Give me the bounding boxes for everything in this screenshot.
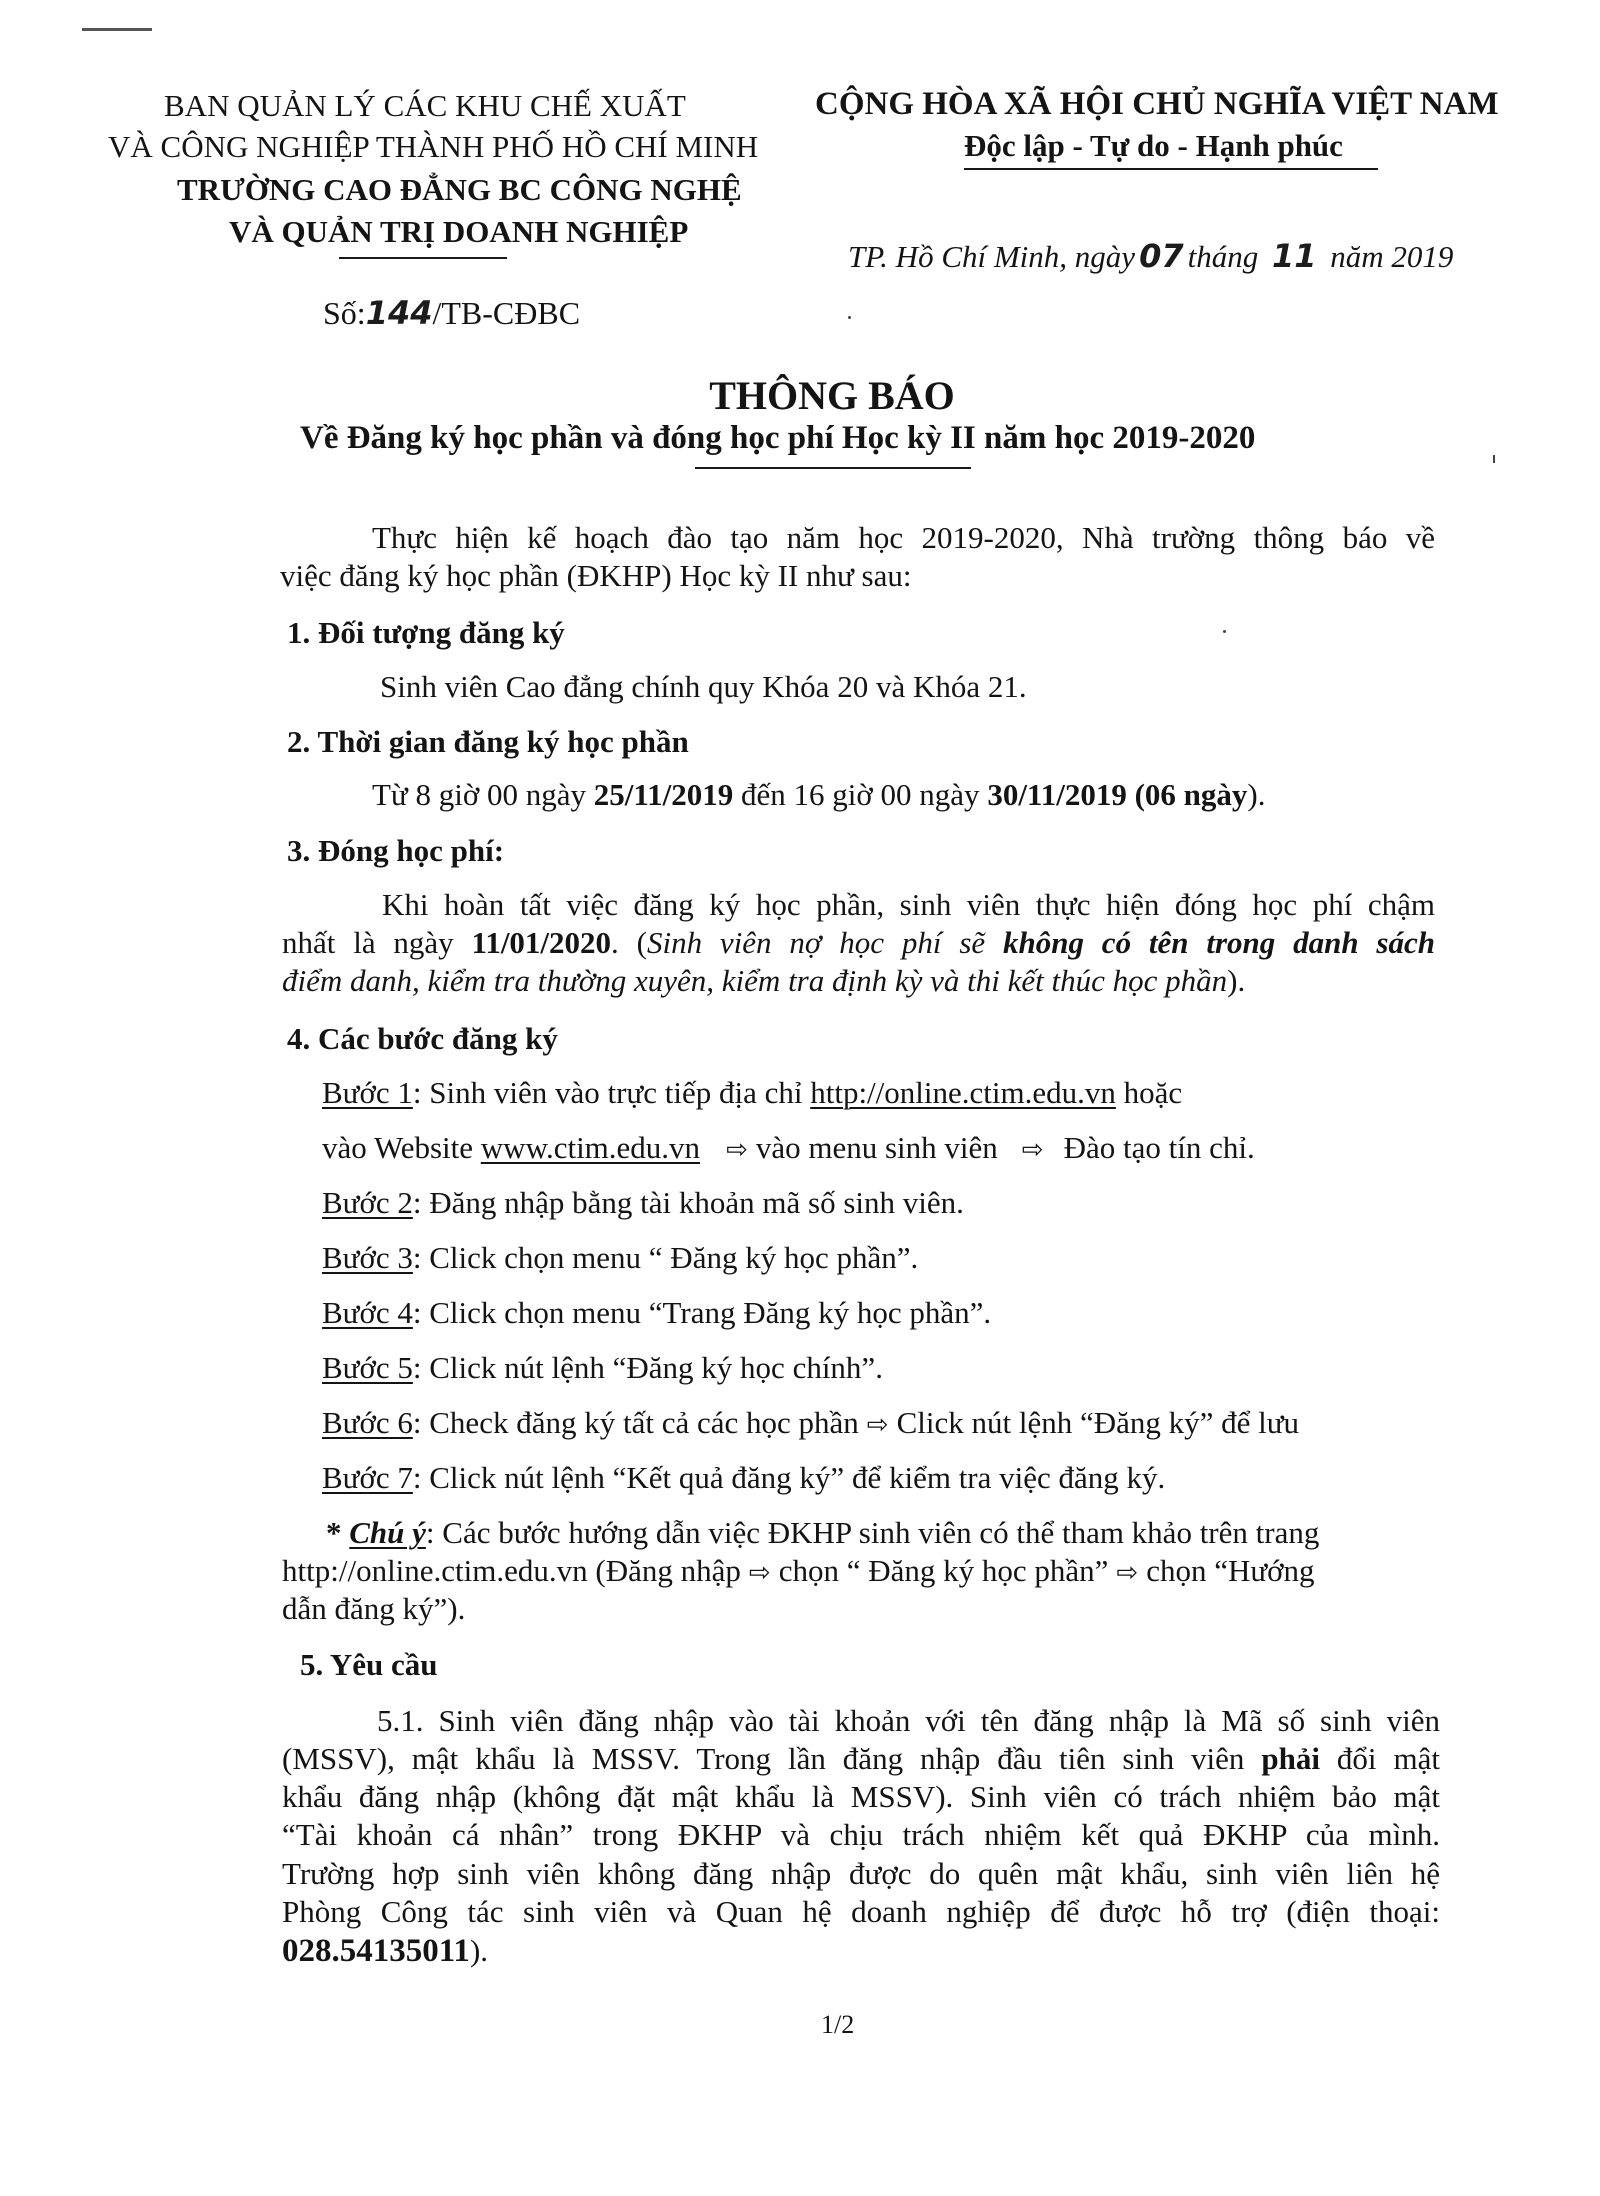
section-5-line-3: khẩu đăng nhập (không đặt mật khẩu là MSSV). Sinh viên có trách nhiệm bảo mật [282,1779,1440,1814]
step-3-label: Bước 3 [322,1240,413,1275]
step-7 [322,1460,1165,1496]
note-text: chọn “ Đăng ký học phần” [778,1553,1109,1588]
note-line-3: dẫn đăng ký”). [282,1591,466,1626]
duration: (06 ngày [1134,777,1248,812]
step-text: vào Website [322,1130,481,1165]
end-date: 30/11/2019 [987,777,1127,812]
note-line-2 [282,1553,1315,1589]
arrow-right-icon: ⇨ [866,1410,889,1440]
agency-line-1: BAN QUẢN LÝ CÁC KHU CHẾ XUẤT [164,88,686,123]
section-3-line-1: Khi hoàn tất việc đăng ký học phần, sinh viên thực hiện đóng học phí chậm [382,887,1435,922]
section-5-line-1: 5.1. Sinh viên đăng nhập vào tài khoản với tên đăng nhập là Mã số sinh viên [377,1703,1440,1738]
document-subtitle: Về Đăng ký học phần và đóng học phí Học kỳ II năm học 2019-2020 [300,420,1256,456]
section-5-line-7 [282,1933,488,1970]
document-number-suffix: /TB-CĐBC [432,295,581,331]
note-label: Chú ý [349,1515,426,1550]
national-motto-rule [964,168,1378,170]
step-text: : Click nút lệnh “Kết quả đăng ký” để kiểm tra việc đăng ký. [412,1460,1166,1495]
scan-speck [1493,455,1495,463]
step-5 [322,1350,883,1386]
intro-line-1: Thực hiện kế hoạch đào tạo năm học 2019-2020, Nhà trường thông báo về [372,520,1435,555]
scan-mark [82,28,152,31]
time-text: Từ 8 giờ 00 ngày [372,777,594,812]
section-5-line-5: Trường hợp sinh viên không đăng nhập được do quên mật khẩu, sinh viên liên hệ [282,1856,1440,1891]
step-5-label: Bước 5 [322,1350,413,1385]
note-line-1 [326,1515,1319,1551]
date-prefix: TP. Hồ Chí Minh, ngày [848,239,1136,274]
fee-note-italic: Sinh viên nợ học phí sẽ [646,925,1003,960]
section-5-line-2 [282,1741,1440,1777]
time-text: ). [1247,777,1266,812]
page-number: 1/2 [821,2010,855,2039]
section-4-heading: 4. Các bước đăng ký [287,1021,558,1056]
document-title: THÔNG BÁO [709,373,955,418]
step-text: : Check đăng ký tất cả các học phần [412,1405,859,1440]
document-number [323,294,580,332]
step-6 [322,1405,1299,1441]
step-text: hoặc [1115,1075,1183,1110]
section-3-line-2 [282,925,1435,961]
section-1-body: Sinh viên Cao đẳng chính quy Khóa 20 và Khóa 21. [380,669,1027,704]
step-text: vào menu sinh viên [755,1130,998,1165]
step-7-label: Bước 7 [322,1460,413,1495]
subtitle-rule [695,467,971,469]
requirement-text: (MSSV), mật khẩu là MSSV. Trong lần đăng nhập đầu tiên sinh viên [282,1741,1262,1776]
date-month-label: tháng [1187,239,1259,274]
note-text: : Các bước hướng dẫn việc ĐKHP sinh viên có thể tham khảo trên trang [425,1515,1320,1550]
step-text: : Click chọn menu “ Đăng ký học phần”. [412,1240,919,1275]
arrow-right-icon: ⇨ [726,1135,748,1165]
fee-text: ). [1227,963,1246,998]
section-3-line-3 [282,963,1245,999]
school-name-line-1: TRƯỜNG CAO ĐẲNG BC CÔNG NGHỆ [177,172,742,207]
fee-note-italic: điểm danh, kiểm tra thường xuyên, kiểm tra định kỳ và thi kết thúc học phần [282,963,1228,998]
fee-deadline: 11/01/2020 [471,925,612,960]
spacer [1127,777,1135,812]
step-1-label: Bước 1 [322,1075,413,1110]
requirement-text: ). [469,1933,489,1968]
step-text: : Click chọn menu “Trang Đăng ký học phần”. [412,1295,992,1330]
date-year: năm 2019 [1330,239,1454,274]
start-date: 25/11/2019 [593,777,734,812]
website-link[interactable]: www.ctim.edu.vn [480,1130,701,1165]
national-title: CỘNG HÒA XÃ HỘI CHỦ NGHĨA VIỆT NAM [815,86,1499,122]
support-phone: 028.54135011 [282,1933,470,1969]
step-2 [322,1185,964,1221]
date-month-handwritten: 11 [1271,237,1317,275]
requirement-emphasis: phải [1261,1741,1320,1776]
arrow-right-icon: ⇨ [748,1558,771,1588]
section-2-heading: 2. Thời gian đăng ký học phần [287,724,689,759]
online-portal-link[interactable]: http://online.ctim.edu.vn [810,1075,1116,1110]
document-number-prefix: Số: [323,295,366,331]
section-5-line-4: “Tài khoản cá nhân” trong ĐKHP và chịu trách nhiệm kết quả ĐKHP của mình. [282,1817,1440,1852]
step-1-continued [322,1130,1255,1166]
fee-text: nhất là ngày [282,925,472,960]
step-text: : Sinh viên vào trực tiếp địa chỉ [412,1075,811,1110]
scan-speck [1223,630,1226,633]
step-3 [322,1240,918,1276]
section-2-body [372,777,1265,813]
step-text: : Đăng nhập bằng tài khoản mã số sinh viên. [412,1185,964,1220]
step-4 [322,1295,991,1331]
arrow-right-icon: ⇨ [1021,1135,1044,1165]
step-6-label: Bước 6 [322,1405,413,1440]
section-1-heading: 1. Đối tượng đăng ký [287,615,565,650]
note-text: http://online.ctim.edu.vn (Đăng nhập [282,1553,741,1588]
step-4-label: Bước 4 [322,1295,413,1330]
step-2-label: Bước 2 [322,1185,413,1220]
national-motto: Độc lập - Tự do - Hạnh phúc [964,128,1343,163]
intro-line-2: việc đăng ký học phần (ĐKHP) Học kỳ II như sau: [280,558,912,593]
arrow-right-icon: ⇨ [1116,1558,1139,1588]
fee-text: . ( [611,925,647,960]
note-asterisk: * [326,1515,350,1550]
time-text: đến 16 giờ 00 ngày [733,777,988,812]
step-1 [322,1075,1182,1111]
step-text: Đào tạo tín chỉ. [1063,1130,1255,1165]
section-5-line-6: Phòng Công tác sinh viên và Quan hệ doanh nghiệp để được hỗ trợ (điện thoại: [282,1894,1440,1929]
section-5-heading: 5. Yêu cầu [300,1647,438,1682]
date-day-handwritten: 07 [1139,237,1184,275]
document-number-handwritten: 144 [365,294,433,332]
scan-speck [848,316,851,319]
step-text: : Click nút lệnh “Đăng ký học chính”. [412,1350,883,1385]
step-text: Click nút lệnh “Đăng ký” để lưu [896,1405,1300,1440]
section-3-heading: 3. Đóng học phí: [287,833,505,868]
fee-note-bold-italic: không có tên trong danh sách [1002,925,1435,960]
header-left-rule [339,257,507,259]
note-text: chọn “Hướng [1146,1553,1315,1588]
school-name-line-2: VÀ QUẢN TRỊ DOANH NGHIỆP [229,214,689,249]
place-date [848,237,1453,275]
agency-line-2: VÀ CÔNG NGHIỆP THÀNH PHỐ HỒ CHÍ MINH [108,129,759,164]
requirement-text: đổi mật [1319,1741,1440,1776]
